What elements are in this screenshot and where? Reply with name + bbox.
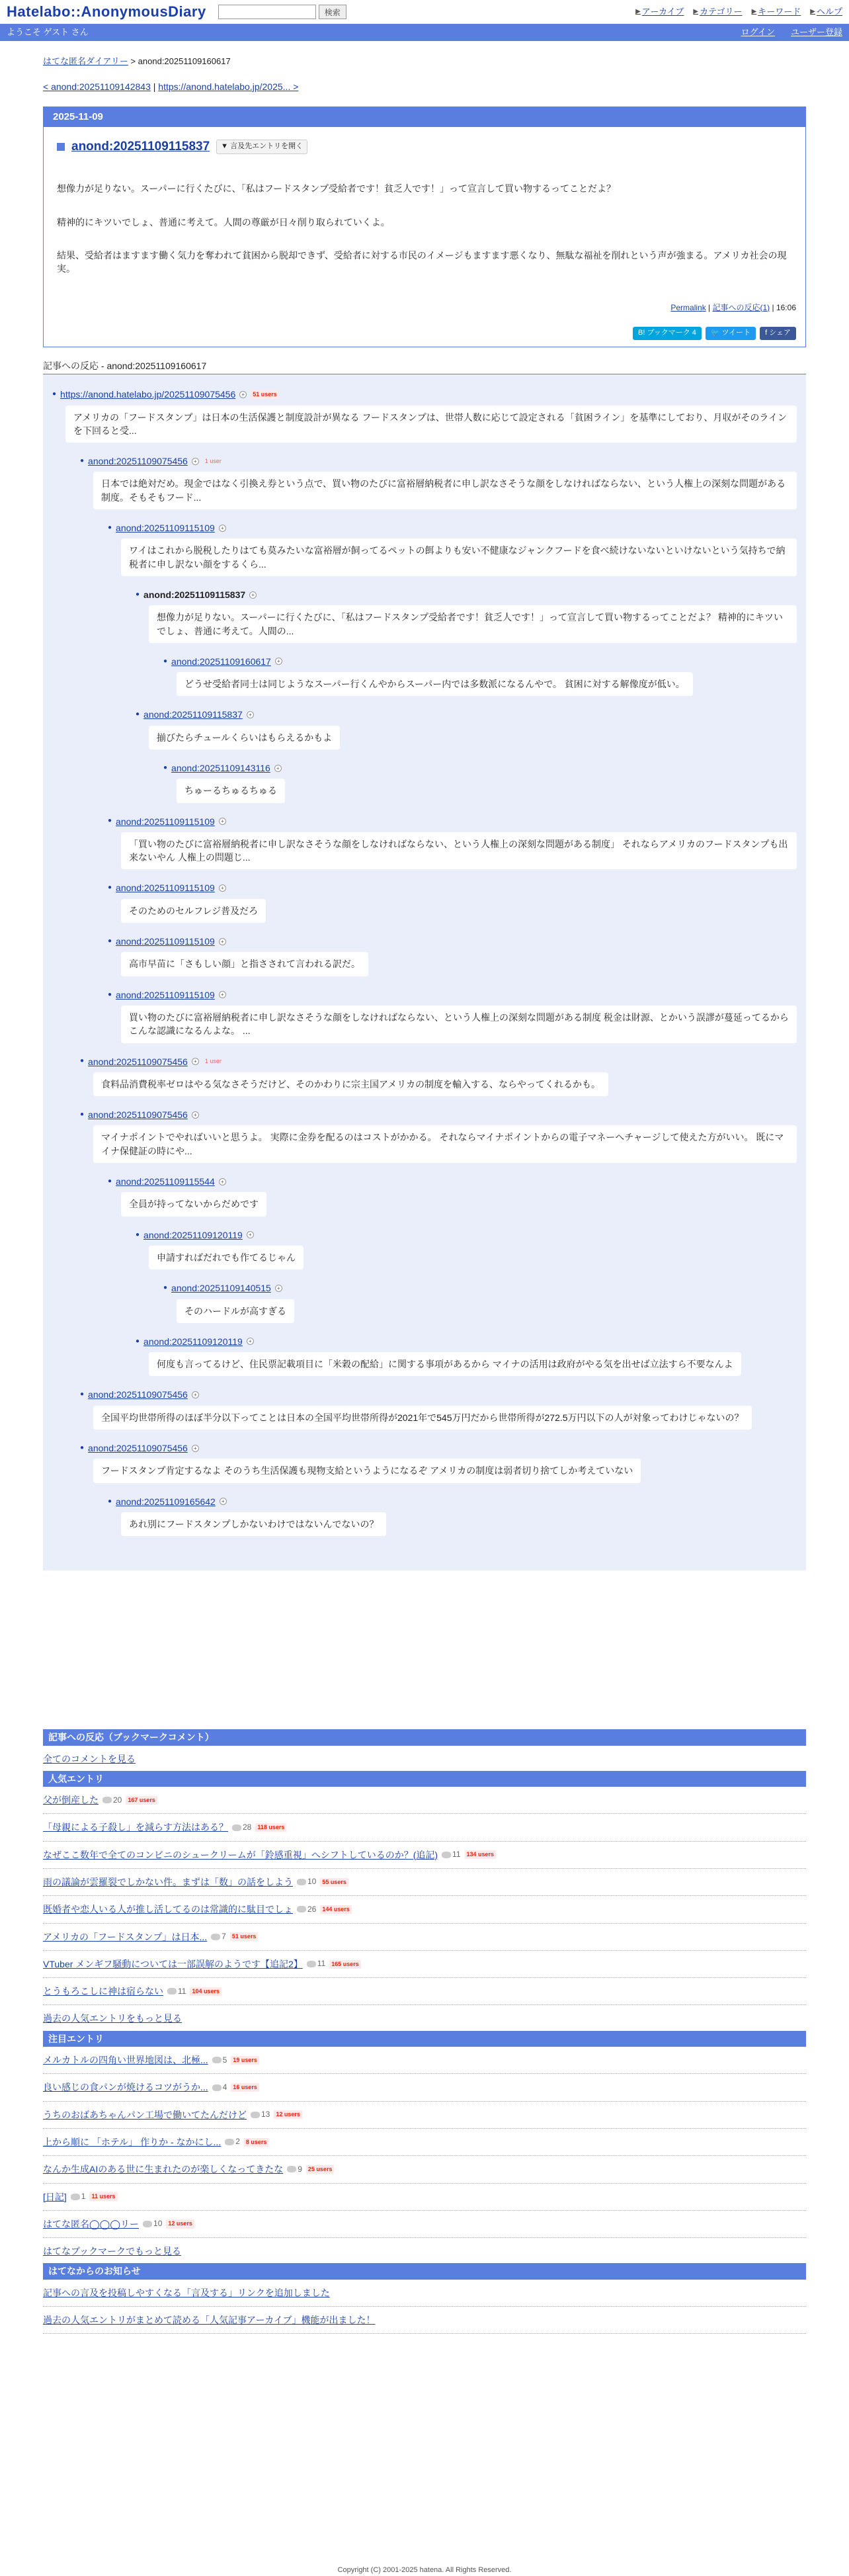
expand-icon[interactable]: + [219,991,226,998]
reaction-item [163,1281,797,1331]
comment-count [442,1849,460,1860]
list-item [43,2102,806,2129]
reaction-item [80,1108,797,1171]
reaction-link[interactable]: anond:20251109115544 [116,1176,215,1187]
expand-icon[interactable]: + [247,1231,254,1238]
reaction-excerpt: 想像力が足りない。スーパーに行くたびに、「私はフードスタンプ受給者です！貧乏人です！」って宣言して買い物するってことだよ？ 精神的にキツいでしょ、普通に考えて。人間の... [149,605,797,643]
comment-count [232,1822,251,1833]
bullet-icon: ● [52,390,57,398]
bookmark-users-badge[interactable]: 104 users [190,1987,222,1996]
list-item [43,2211,806,2238]
entry-paragraph: 結果、受給者はますます働く気力を奪われて貧困から脱却できず、受給者に対する市民のイメージもますます悪くなり、無駄な福祉を削れという声が強まる。アメリカ社会の現実。 [57,250,787,275]
entry-link[interactable]: 「母親による子殺し」を減らす方法はある？ [43,1822,228,1833]
facebook-label: シェア [769,329,791,337]
reaction-header [163,761,797,775]
nav-archive[interactable] [635,6,684,19]
comment-count [167,1986,186,1997]
notice-link[interactable]: 記事への言及を投稿しやすくなる「言及する」リンクを追加しました [43,2287,330,2298]
entry-link[interactable]: 雨の議論が雲羅裂でしかない件。まずは「数」の話をしよう [43,1876,293,1887]
all-comments-link[interactable]: 全てのコメントを見る [43,1753,136,1764]
breadcrumb [43,56,806,68]
comment-count [212,2082,227,2093]
comment-count [287,2164,302,2175]
reaction-header [108,881,797,894]
bookmark-users-badge[interactable]: 55 users [320,1878,348,1887]
comment-count [307,1958,325,1969]
footer-copyright: Copyright (C) 2001-2025 hatena. All Rights Reserved. [337,2566,512,2575]
reaction-header [80,1108,797,1121]
entry-title-row [57,138,796,156]
bullet-icon: ● [108,1497,112,1505]
comment-bubble-icon [287,2166,296,2172]
bookmark-users-badge[interactable]: 19 users [231,2056,259,2065]
reaction-excerpt: アメリカの「フードスタンプ」は日本の生活保護と制度設計が異なる フードスタンプは、世帯人数に応じて設定される「貧困ライン」を基準にしており、月収がそのラインを下回ると受... [65,406,797,443]
reaction-item [163,761,797,811]
expand-icon[interactable]: + [247,711,254,718]
bullet-icon: ● [136,1337,140,1345]
comment-count-value: 11 [317,1959,326,1969]
welcome-text: ようこそ ゲスト さん [7,26,89,37]
entry-link[interactable]: 上から順に 「ホテル」 作りか - なかにし... [43,2136,222,2147]
reaction-header [163,1281,797,1295]
comment-count [251,2109,270,2120]
user-links [741,26,842,39]
bookmark-users-badge[interactable]: 1 user [204,1058,222,1065]
featured-entries-title: 注目エントリ [43,2031,806,2047]
reaction-item [108,521,797,584]
nav-category[interactable] [693,6,742,19]
reaction-header [136,1228,797,1242]
list-item [43,2074,806,2101]
reaction-header [136,1335,797,1348]
popular-entries-title: 人気エントリ [43,1771,806,1787]
triangle-right-icon: ▶ [635,7,641,15]
reaction-excerpt: 高市早苗に「さもしい顔」と指さされて言われる訳だ。 [121,952,368,976]
bookmark-users-badge[interactable]: 16 users [231,2083,259,2092]
reaction-link[interactable]: anond:20251109115109 [116,816,215,827]
reaction-link[interactable]: anond:20251109115109 [116,882,215,894]
comment-bubble-icon [297,1906,306,1912]
entry-link[interactable]: うちのおばあちゃんパン工場で働いてたんだけど [43,2109,247,2120]
list-item [43,1924,806,1951]
comment-count-value: 26 [307,1904,317,1914]
comment-bubble-icon [212,2084,222,2091]
comment-count-value: 4 [222,2082,227,2092]
reaction-header [108,1495,797,1508]
top-nav [635,6,842,19]
breadcrumb-home[interactable]: はてな匿名ダイアリー [43,56,128,66]
expand-icon[interactable]: + [192,1058,199,1065]
nav-keyword[interactable] [752,6,801,19]
reaction-excerpt: 全員が持ってないからだめです [121,1192,266,1216]
entry-link[interactable]: VTuber メンギフ騒動については一部誤解のようです【追記2】 [43,1958,303,1969]
next-entry-link[interactable]: https://anond.hatelabo.jp/2025... > [158,81,299,92]
search-button[interactable]: 検索 [319,5,346,19]
hatena-bookmark-button[interactable]: B! ブックマーク 4 [633,327,702,340]
bookmark-users-badge[interactable]: 51 users [251,390,279,399]
reaction-excerpt: フードスタンプ肯定するなよ そのうち生活保護も現物支給というようになるぞ アメリカの制度は弱者切り捨てしか考えていない [93,1459,641,1482]
reaction-excerpt: 「買い物のたびに富裕層納税者に申し訳なさそうな顔をしなければならない、という人権上の深刻な問題がある制度」 それならアメリカのフードスタンプも出来ないやん 人権上の問題じ... [121,832,797,870]
reaction-item [136,1228,797,1278]
reaction-excerpt: 全国平均世帯所得のほぼ半分以下ってことは日本の全国平均世帯所得が2021年で545万円だから世帯所得が272.5万円以下の人が対象ってわけじゃないの？ [93,1406,752,1430]
notice-link[interactable]: 過去の人気エントリがまとめて読める「人気記事アーカイブ」機能が出ました！ [43,2315,376,2326]
comment-bubble-icon [211,1934,220,1940]
comment-count [102,1795,122,1806]
bookmark-comments-box [43,1729,806,1766]
reaction-excerpt: ワイはこれから脱税したりはても莫みたいな富裕層が飼ってるペットの餌よりも安い不健康なジャンクフードを食べ続けないないといけないという気持ちで納税者に申し訳ない顔をするくら... [121,538,797,576]
comment-bubble-icon [212,2057,222,2063]
reaction-link: anond:20251109115837 [143,589,246,600]
bookmark-users-badge[interactable]: 134 users [465,1850,497,1859]
nav-category-label: カテゴリー [700,6,743,17]
bullet-icon: ● [163,763,168,771]
reaction-item [108,881,797,931]
expand-icon[interactable]: + [219,884,226,892]
bookmark-users-badge[interactable]: 11 users [89,2192,117,2201]
reaction-header [136,708,797,721]
reaction-link[interactable]: anond:20251109075456 [88,1389,188,1400]
tweet-button[interactable] [706,327,756,340]
bullet-icon: ● [108,990,112,998]
bullet-icon: ● [80,457,85,465]
entry-link[interactable]: とうもろこしに神は宿らない [43,1986,163,1997]
bookmark-users-badge[interactable]: 165 users [329,1960,361,1969]
reaction-item [136,1335,797,1385]
comment-bubble-icon [442,1852,451,1858]
entry-link[interactable]: [日記] [43,2191,67,2202]
reaction-item [108,1495,797,1545]
expand-icon[interactable]: + [247,1338,254,1345]
reaction-item [80,1441,797,1491]
list-item [43,1951,806,1978]
list-item [43,1842,806,1869]
expand-icon[interactable]: + [219,818,226,825]
list-item [43,1978,806,2005]
bookmark-users-badge[interactable]: 12 users [166,2219,194,2228]
comment-count-value: 11 [178,1986,186,1996]
bullet-icon: ● [108,937,112,945]
open-referenced-entry-button[interactable]: ▼ 言及先エントリを開く [216,140,307,154]
entry-section [43,107,806,347]
entry-body [44,127,805,347]
list-item [43,2184,806,2211]
share-buttons [57,327,796,340]
reaction-header [108,988,797,1002]
bookmark-users-badge[interactable]: 144 users [320,1905,352,1914]
entry-link[interactable]: アメリカの「フードスタンプ」は日本... [43,1931,208,1942]
reaction-link[interactable]: anond:20251109075456 [88,1443,188,1454]
entry-paragraph: 想像力が足りない。スーパーに行くたびに、「私はフードスタンプ受給者です！貧乏人です！」って宣言して買い物するってことだよ？ [57,183,616,194]
reaction-item [108,815,797,878]
entry-link[interactable]: メルカトルの四角い世界地図は、北極... [43,2055,208,2066]
expand-icon[interactable]: + [192,1445,199,1452]
reaction-item [80,1388,797,1438]
featured-entries-list [43,2047,806,2238]
popular-entries-list [43,1787,806,2005]
reaction-link[interactable]: anond:20251109120119 [143,1229,243,1240]
expand-icon[interactable]: + [239,391,247,398]
expand-icon[interactable]: + [220,1498,227,1505]
register-link[interactable]: ユーザー登録 [790,26,842,37]
entry-link[interactable]: なんか生成AIのある世に生まれたのが楽しくなってきたな [43,2164,284,2175]
reaction-excerpt: あれ別にフードスタンプしかないわけではないんでないの？ [121,1512,386,1536]
reaction-item [108,988,797,1051]
expand-icon[interactable]: + [274,765,282,772]
comment-count [143,2218,162,2229]
bookmark-users-badge[interactable]: 51 users [230,1932,259,1941]
bullet-icon: ● [108,1177,112,1185]
expand-icon[interactable]: + [275,658,282,665]
search-input[interactable] [218,5,316,19]
bullet-icon: ● [108,523,112,531]
comment-bubble-icon [167,1988,177,1995]
comment-count-value: 1 [81,2192,86,2201]
reaction-excerpt: どうせ受給者同士は同じようなスーパー行くんやからスーパー内では多数派になるんやで。 貧困に対する解像度が低い。 [177,672,693,696]
reaction-link[interactable]: anond:20251109115109 [116,989,215,1000]
reaction-header [108,521,797,535]
main-content [43,56,806,2576]
popular-more-link[interactable]: 過去の人気エントリをもっと見る [43,2013,182,2024]
comment-count-value: 20 [113,1795,122,1805]
twitter-bird-icon: 🐦 [710,329,720,337]
user-bar [0,24,849,41]
comment-count-value: 28 [243,1822,252,1832]
reaction-excerpt: 何度も言ってるけど、住民票記載項目に「米穀の配給」に関する事項があるから マイナの活用は政府がやる気を出せば立法すら不要なんよ [149,1352,741,1376]
reaction-item [80,1055,797,1105]
list-item [43,1787,806,1814]
reaction-header [52,388,797,401]
comment-count-value: 9 [298,2164,302,2174]
reaction-header [80,1055,797,1068]
reaction-link[interactable]: anond:20251109115837 [143,709,243,720]
facebook-icon: f [765,329,768,337]
notices-box [43,2263,806,2334]
reaction-item [163,655,797,705]
entry-link[interactable]: 既婚者や恋人いる人が推し活してるのは常識的に駄目でしょ [43,1904,293,1915]
reaction-link[interactable]: anond:20251109115109 [116,936,215,947]
bookmark-users-badge[interactable]: 118 users [255,1823,286,1832]
reaction-link[interactable]: anond:20251109115109 [116,523,215,534]
bullet-icon: ● [136,1230,140,1238]
reaction-link[interactable]: anond:20251109143116 [171,763,270,773]
comment-count-value: 11 [452,1850,461,1860]
comment-count-value: 13 [261,2110,270,2120]
triangle-right-icon: ▶ [810,7,815,15]
bullet-icon: ● [80,1391,85,1398]
entry-link[interactable]: なぜここ数年で全てのコンビニのシュークリームが「鈴感重視」へシフトしているのか？(追記) [43,1849,438,1860]
list-item [43,1814,806,1841]
bullet-icon: ● [108,884,112,892]
entry-time: | 16:06 [770,302,796,312]
breadcrumb-current: anond:20251109160617 [138,56,231,66]
bookmark-users-badge[interactable]: 25 users [306,2165,335,2174]
reaction-excerpt: そのためのセルフレジ普及だろ [121,899,266,923]
triangle-right-icon: ▶ [751,7,757,15]
permalink[interactable]: Permalink [670,302,706,312]
featured-entries-box [43,2031,806,2258]
list-item [43,1896,806,1923]
bullet-icon: ● [80,1111,85,1119]
notices-list [43,2280,806,2335]
entry-footer [57,302,796,314]
bookmark-users-badge[interactable]: 12 users [274,2110,302,2119]
comment-count [225,2136,240,2147]
expand-icon[interactable]: + [219,1178,226,1185]
reactions-tree [43,374,806,1570]
nav-keyword-label: キーワード [758,6,801,17]
bookmark-users-badge[interactable]: 167 users [126,1796,157,1805]
reaction-item [108,935,797,984]
expand-icon[interactable]: + [192,1111,199,1119]
entry-link[interactable]: はてな匿名◯◯◯リー [43,2218,140,2229]
reaction-item [108,1175,797,1224]
reaction-item [136,708,797,757]
expand-icon[interactable]: + [219,938,226,945]
bookmark-users-badge[interactable]: 8 users [244,2138,269,2147]
expand-icon[interactable]: + [192,458,199,465]
reaction-header [108,1175,797,1188]
comment-bubble-icon [251,2112,260,2118]
list-item [43,2129,806,2156]
featured-more-link[interactable]: はてなブックマークでもっと見る [43,2246,182,2257]
reaction-excerpt: ちゅーるちゅるちゅる [177,779,285,802]
bullet-icon: ● [136,710,140,718]
reaction-header [80,454,797,468]
reaction-header [163,655,797,668]
reaction-link[interactable]: anond:20251109160617 [171,656,271,667]
entry-title[interactable]: anond:20251109115837 [71,139,210,153]
comment-bubble-icon [143,2221,152,2227]
list-item [43,2280,806,2307]
comment-bubble-icon [232,1825,241,1831]
list-item [43,2156,806,2183]
list-item [43,2307,806,2334]
bullet-icon: ● [108,817,112,825]
footer-separator: | [706,302,713,312]
search-form [218,5,346,19]
reaction-header [80,1441,797,1455]
reactions-link[interactable]: 記事への反応(1) [712,302,770,312]
bullet-icon: ● [163,1284,168,1292]
comment-count-value: 10 [153,2219,163,2229]
bookmark-comments-title: 記事への反応（ブックマークコメント） [43,1729,806,1745]
reaction-link[interactable]: https://anond.hatelabo.jp/20251109075456 [60,389,236,400]
comment-count-value: 10 [307,1877,317,1887]
bullet-icon: ● [136,590,140,598]
comment-bubble-icon [102,1797,112,1803]
reaction-link[interactable]: anond:20251109165642 [116,1496,216,1507]
reaction-link[interactable]: anond:20251109075456 [88,456,188,467]
reaction-excerpt: 日本では絶対だめ。現金ではなく引換え券という点で、買い物のたびに富裕層納税者に申し訳なさそうな顔をしなければならない、という人権上の深刻な問題がある制度。そもそもフード... [93,472,797,509]
nav-help-label: ヘルプ [816,6,842,17]
nav-help[interactable] [810,6,842,19]
reaction-header [108,935,797,948]
comment-count [297,1876,316,1887]
bullet-icon: ● [80,1057,85,1065]
comment-count-value: 7 [222,1932,226,1942]
comment-count-value: 5 [222,2055,227,2065]
reaction-item [80,454,797,517]
comment-bubble-icon [307,1961,316,1967]
reaction-header [80,1388,797,1401]
prev-entry-link[interactable]: < anond:20251109142843 [43,81,151,92]
square-bullet-icon [57,143,65,151]
reaction-excerpt: 食料品消費税率ゼロはやる気なさそうだけど、そのかわりに宗主国アメリカの制度を輸入する、ならやってくれるかも。 [93,1072,608,1096]
reaction-link[interactable]: anond:20251109120119 [143,1336,243,1347]
list-item [43,2047,806,2074]
expand-icon[interactable]: + [275,1285,282,1292]
login-link[interactable]: ログイン [741,26,775,37]
expand-icon[interactable]: + [249,591,257,599]
bullet-icon: ● [163,657,168,665]
expand-icon[interactable]: + [219,525,226,532]
prev-next-nav [43,80,806,93]
reactions-heading: 記事への反応 - anond:20251109160617 [43,359,806,374]
notices-title: はてなからのお知らせ [43,2263,806,2279]
reaction-excerpt: そのハードルが高すぎる [177,1299,294,1323]
comment-count [297,1904,316,1915]
entry-link[interactable]: 良い感じの食パンが焼けるコツがうか... [43,2082,208,2093]
entry-date: 2025-11-09 [44,107,805,127]
tweet-label: ツイート [721,329,751,337]
reaction-link[interactable]: anond:20251109140515 [171,1283,271,1294]
prev-next-separator: | [150,81,159,92]
breadcrumb-separator: > [128,56,138,66]
reaction-header [108,815,797,828]
reaction-excerpt: 申請すればだれでも作てるじゃん [149,1246,303,1269]
comment-count [71,2191,86,2202]
comment-bubble-icon [71,2194,80,2200]
nav-archive-label: アーカイブ [641,6,684,17]
reaction-excerpt: 揃びたらチュールくらいはもらえるかもよ [149,726,340,750]
entry-link[interactable]: 父が倒産した [43,1795,99,1806]
reaction-header [136,588,797,601]
popular-entries-box [43,1771,806,2026]
comment-count-value: 2 [235,2137,240,2147]
comment-bubble-icon [297,1879,306,1885]
open-referenced-entry-label: 言及先エントリを開く [230,142,303,150]
reaction-excerpt: マイナポイントでやればいいと思うよ。 実際に金券を配るのはコストがかかる。 それならマイナポイントからの電子マネーへチャージして使えた方がいい。 既にマイナ保健証の時にや... [93,1125,797,1163]
site-logo[interactable]: Hatelabo::AnonymousDiary [7,3,206,21]
entry-paragraph: 精神的にキツいでしょ、普通に考えて。人間の尊厳が日々削り取られていくよ。 [57,216,390,228]
list-item [43,1869,806,1896]
expand-icon[interactable]: + [192,1391,199,1398]
comment-count [212,2055,227,2066]
comment-bubble-icon [225,2139,234,2145]
reaction-item [136,588,797,651]
reaction-item [52,388,797,451]
bookmark-users-badge[interactable]: 1 user [204,457,222,464]
triangle-right-icon: ▶ [693,7,699,15]
facebook-share-button[interactable] [760,327,796,340]
reaction-excerpt: 買い物のたびに富裕層納税者に申し訳なさそうな顔をしなければならない、という人権上の深刻な問題がある制度 税金は財源、とかいう誤謬が蔓延ってるからこんな認識になるんよな。 ... [121,1006,797,1043]
reaction-link[interactable]: anond:20251109075456 [88,1109,188,1121]
top-bar [0,0,849,24]
bullet-icon: ● [80,1443,85,1451]
reaction-link[interactable]: anond:20251109075456 [88,1056,188,1067]
comment-count [211,1931,226,1942]
